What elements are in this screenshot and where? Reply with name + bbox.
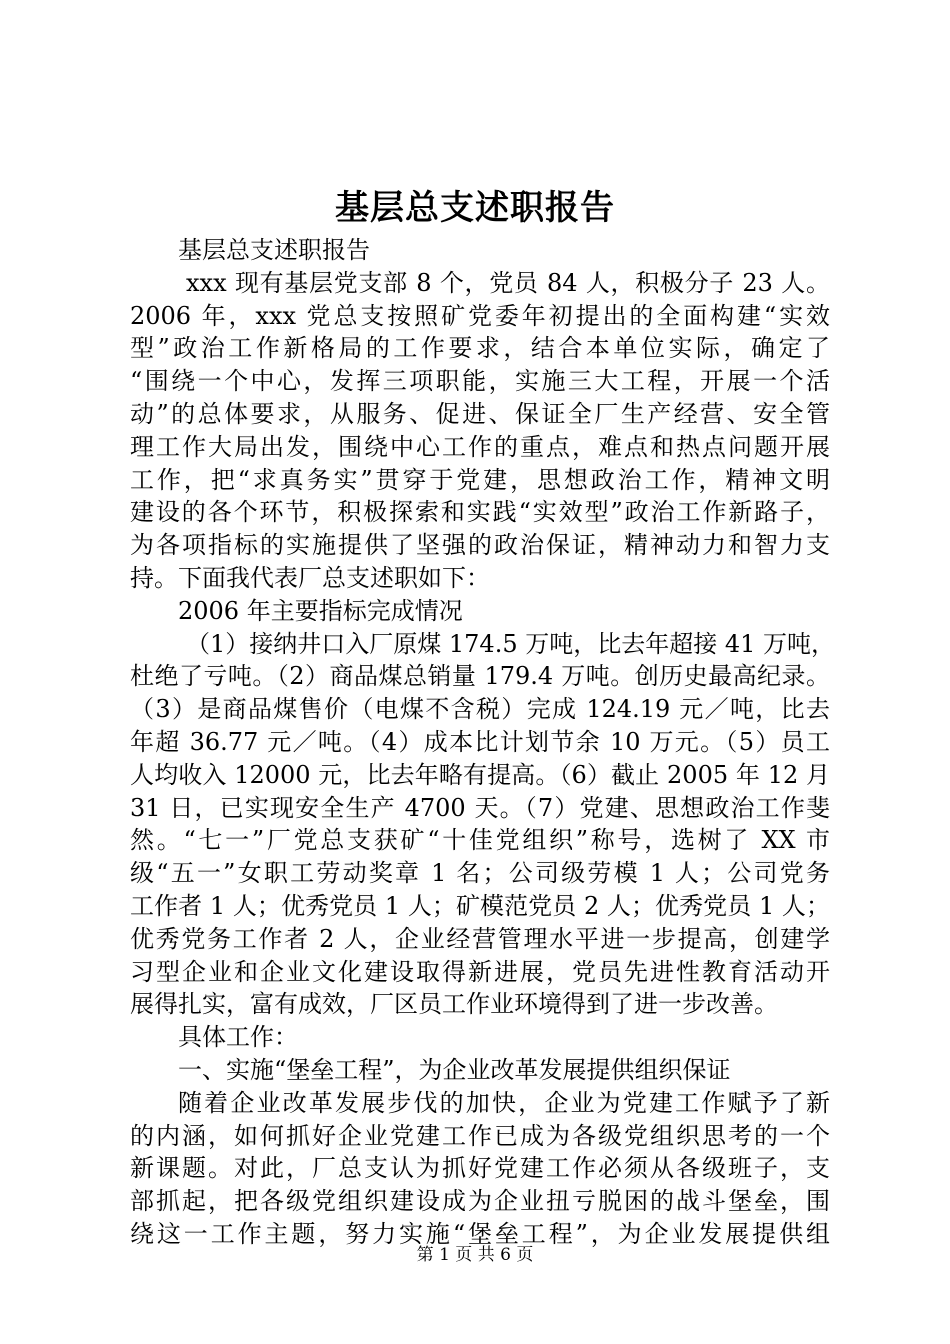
- section-heading: 一、实施“堡垒工程”，为企业改革发展提供组织保证: [178, 1055, 731, 1084]
- body-line: 建设的各个环节，积极探索和实践“实效型”政治工作新路子，: [130, 498, 830, 527]
- body-line: 型”政治工作新格局的工作要求，结合本单位实际，确定了: [130, 334, 830, 363]
- body-line: “围绕一个中心，发挥三项职能，实施三大工程，开展一个活: [130, 367, 830, 396]
- body-line: 部抓起，把各级党组织建设成为企业扭亏脱困的战斗堡垒，围: [130, 1187, 830, 1216]
- body-line: 人均收入 12000 元，比去年略有提高。（6）截止 2005 年 12 月: [130, 760, 830, 789]
- body-line: 随着企业改革发展步伐的加快，企业为党建工作赋予了新: [178, 1088, 830, 1117]
- body-line: 新课题。对此，厂总支认为抓好党建工作必须从各级班子，支: [130, 1154, 830, 1183]
- body-line: 优秀党务工作者 2 人，企业经营管理水平进一步提高，创建学: [130, 924, 830, 953]
- body-line: 习型企业和企业文化建设取得新进展，党员先进性教育活动开: [130, 957, 830, 986]
- page-footer: 第 1 页 共 6 页: [416, 1245, 534, 1265]
- body-line: 级“五一”女职工劳动奖章 1 名；公司级劳模 1 人；公司党务: [130, 859, 830, 888]
- document-title: 基层总支述职报告: [335, 188, 615, 228]
- body-line: 杜绝了亏吨。（2）商品煤总销量 179.4 万吨。创历史最高纪录。: [130, 662, 830, 691]
- body-line: 动”的总体要求，从服务、促进、保证全厂生产经营、安全管: [130, 399, 830, 428]
- body-line: 持。下面我代表厂总支述职如下：: [130, 563, 490, 592]
- section-heading: 2006 年主要指标完成情况: [178, 596, 463, 625]
- document-body: [130, 234, 836, 1251]
- body-line: xxx 现有基层党支部 8 个，党员 84 人，积极分子 23 人。: [186, 268, 830, 297]
- body-line: （3）是商品煤售价（电煤不含税）完成 124.19 元／吨，比去: [130, 695, 830, 724]
- body-line: 绕这一工作主题，努力实施“堡垒工程”，为企业发展提供组: [130, 1219, 830, 1248]
- body-line: 展得扎实，富有成效，厂区员工作业环境得到了进一步改善。: [130, 990, 778, 1019]
- body-line: 为各项指标的实施提供了坚强的政治保证，精神动力和智力支: [130, 531, 830, 560]
- body-line: 基层总支述职报告: [178, 236, 370, 264]
- body-line: 工作者 1 人；优秀党员 1 人；矿模范党员 2 人；优秀党员 1 人；: [130, 891, 830, 920]
- body-line: 年超 36.77 元／吨。（4）成本比计划节余 10 万元。（5）员工: [130, 727, 830, 756]
- body-line: 然。“七一”厂党总支获矿“十佳党组织”称号，选树了 XX 市: [130, 826, 830, 855]
- body-line: 2006 年，xxx 党总支按照矿党委年初提出的全面构建“实效: [130, 301, 830, 330]
- body-line: 31 日，已实现安全生产 4700 天。（7）党建、思想政治工作斐: [130, 793, 830, 822]
- body-line: 理工作大局出发，围绕中心工作的重点，难点和热点问题开展: [130, 432, 830, 461]
- section-heading: 具体工作：: [178, 1023, 298, 1052]
- body-line: 工作，把“求真务实”贯穿于党建，思想政治工作，精神文明: [130, 465, 830, 494]
- body-line: （1）接纳井口入厂原煤 174.5 万吨，比去年超接 41 万吨，: [186, 629, 836, 658]
- body-line: 的内涵，如何抓好企业党建工作已成为各级党组织思考的一个: [130, 1121, 830, 1150]
